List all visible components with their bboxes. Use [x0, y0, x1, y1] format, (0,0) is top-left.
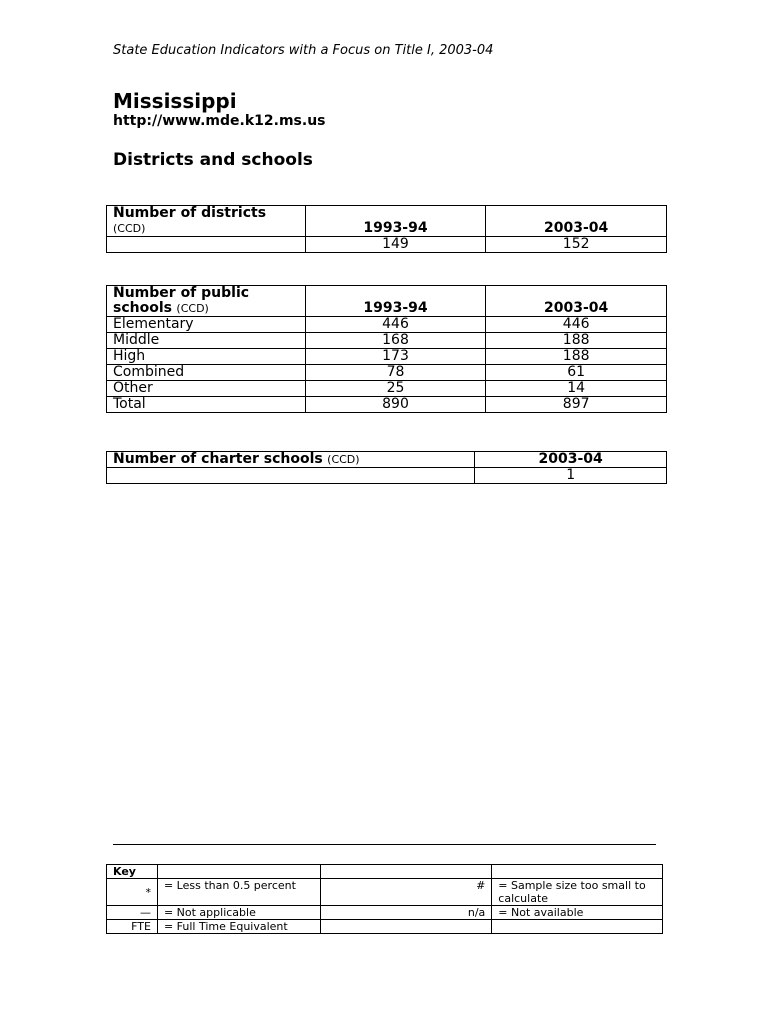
charter-title: Number of charter schools	[113, 451, 323, 467]
districts-value-2003: 152	[486, 237, 667, 253]
table-row	[107, 381, 667, 397]
key-description: = Not available	[492, 906, 663, 920]
schools-source: (CCD)	[176, 302, 209, 315]
schools-title-line2: schools	[113, 300, 172, 316]
key-symbol	[320, 920, 492, 934]
row-value-2003: 897	[486, 397, 667, 413]
report-title: State Education Indicators with a Focus on Title I, 2003-04	[113, 43, 494, 58]
schools-col-1993: 1993-94	[305, 286, 486, 317]
districts-col-1993: 1993-94	[305, 206, 486, 237]
row-value-2003: 14	[486, 381, 667, 397]
table-row	[107, 349, 667, 365]
charter-source: (CCD)	[327, 453, 360, 466]
districts-value-row	[107, 237, 667, 253]
row-label: Combined	[107, 365, 306, 381]
schools-col-2003: 2003-04	[486, 286, 667, 317]
key-symbol: FTE	[107, 920, 158, 934]
key-description: = Less than 0.5 percent	[157, 879, 320, 906]
districts-table	[106, 205, 667, 253]
charter-empty-cell	[107, 468, 475, 484]
districts-empty-cell	[107, 237, 306, 253]
key-symbol: *	[107, 879, 158, 906]
row-label: Middle	[107, 333, 306, 349]
key-description	[492, 920, 663, 934]
key-header-empty	[492, 865, 663, 879]
row-value-1993: 25	[305, 381, 486, 397]
row-value-2003: 446	[486, 317, 667, 333]
charter-header-row	[107, 452, 667, 468]
districts-source: (CCD)	[113, 222, 146, 235]
key-symbol: n/a	[320, 906, 492, 920]
districts-title: Number of districts	[113, 205, 267, 221]
key-description: = Not applicable	[157, 906, 320, 920]
row-label: Elementary	[107, 317, 306, 333]
table-row	[107, 333, 667, 349]
key-symbol: —	[107, 906, 158, 920]
charter-table	[106, 451, 667, 484]
charter-title-cell	[107, 452, 475, 468]
row-value-1993: 446	[305, 317, 486, 333]
schools-table	[106, 285, 667, 413]
row-label: Other	[107, 381, 306, 397]
key-row	[107, 906, 663, 920]
districts-col-2003: 2003-04	[486, 206, 667, 237]
districts-header-row	[107, 206, 667, 237]
section-title: Districts and schools	[113, 150, 313, 170]
row-label: High	[107, 349, 306, 365]
row-value-1993: 173	[305, 349, 486, 365]
key-table	[106, 864, 663, 934]
charter-col-2003: 2003-04	[475, 452, 667, 468]
row-value-2003: 61	[486, 365, 667, 381]
row-value-2003: 188	[486, 349, 667, 365]
key-description: = Full Time Equivalent	[157, 920, 320, 934]
districts-title-cell	[107, 206, 306, 237]
row-value-1993: 168	[305, 333, 486, 349]
row-value-2003: 188	[486, 333, 667, 349]
key-symbol: #	[320, 879, 492, 906]
schools-title-line1: Number of public	[113, 285, 250, 301]
table-row	[107, 397, 667, 413]
table-row	[107, 365, 667, 381]
key-description: = Sample size too small to calculate	[492, 879, 663, 906]
charter-value: 1	[475, 468, 667, 484]
row-value-1993: 78	[305, 365, 486, 381]
footer-divider	[113, 844, 656, 845]
key-header-empty	[320, 865, 492, 879]
row-label: Total	[107, 397, 306, 413]
key-heading: Key	[107, 865, 158, 879]
key-row	[107, 920, 663, 934]
schools-title-cell	[107, 286, 306, 317]
state-url[interactable]: http://www.mde.k12.ms.us	[113, 113, 326, 129]
districts-value-1993: 149	[305, 237, 486, 253]
state-name: Mississippi	[113, 89, 237, 113]
key-row	[107, 879, 663, 906]
schools-header-row	[107, 286, 667, 317]
row-value-1993: 890	[305, 397, 486, 413]
key-header-row	[107, 865, 663, 879]
key-header-empty	[157, 865, 320, 879]
charter-value-row	[107, 468, 667, 484]
table-row	[107, 317, 667, 333]
